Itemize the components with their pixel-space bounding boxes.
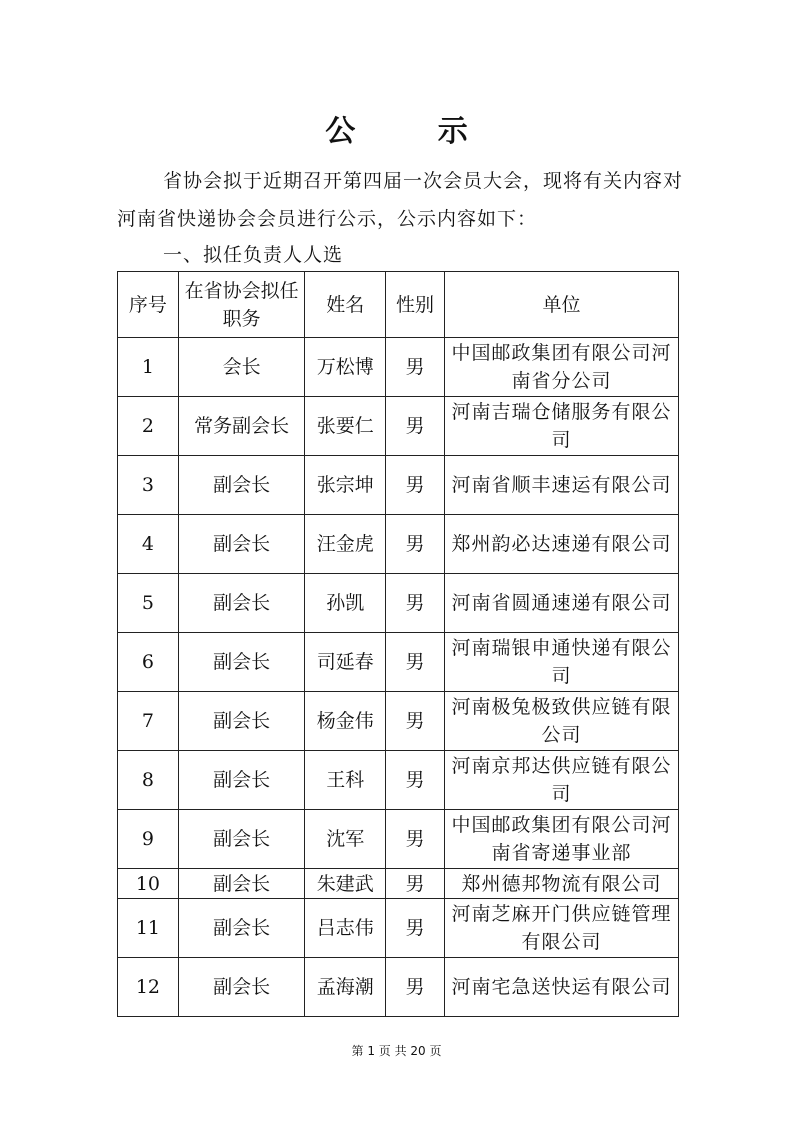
cell-name: 沈军: [305, 810, 386, 869]
cell-num: 10: [118, 869, 179, 899]
cell-unit: 河南吉瑞仓储服务有限公司: [444, 397, 678, 456]
table-row: [118, 515, 679, 574]
cell-sex: 男: [386, 515, 445, 574]
cell-sex: 男: [386, 869, 445, 899]
header-num: 序号: [118, 272, 179, 338]
candidates-table: [117, 271, 679, 1017]
cell-role: 副会长: [178, 751, 305, 810]
cell-role: 副会长: [178, 456, 305, 515]
page-footer: 第 1 页 共 20 页: [351, 1044, 442, 1058]
table-row: [118, 958, 679, 1017]
cell-role: 副会长: [178, 574, 305, 633]
cell-num: 1: [118, 338, 179, 397]
cell-sex: 男: [386, 338, 445, 397]
cell-unit: 河南京邦达供应链有限公司: [444, 751, 678, 810]
cell-role: 副会长: [178, 869, 305, 899]
table-header-row: [118, 272, 679, 338]
cell-name: 孟海潮: [305, 958, 386, 1017]
page-title: 公 示: [325, 114, 504, 149]
table-row: [118, 456, 679, 515]
cell-num: 4: [118, 515, 179, 574]
cell-name: 司延春: [305, 633, 386, 692]
cell-role: 副会长: [178, 692, 305, 751]
cell-sex: 男: [386, 633, 445, 692]
cell-unit: 河南瑞银申通快递有限公司: [444, 633, 678, 692]
cell-sex: 男: [386, 692, 445, 751]
table-row: [118, 574, 679, 633]
intro-paragraph: 省协会拟于近期召开第四届一次会员大会，现将有关内容对河南省快递协会会员进行公示，公示内容如下：: [117, 170, 684, 230]
table-row: [118, 899, 679, 958]
header-unit: 单位: [444, 272, 678, 338]
cell-unit: 河南极兔极致供应链有限公司: [444, 692, 678, 751]
cell-role: 副会长: [178, 515, 305, 574]
cell-unit: 郑州韵必达速递有限公司: [444, 515, 678, 574]
cell-unit: 郑州德邦物流有限公司: [444, 869, 678, 899]
table-row: [118, 692, 679, 751]
table-row: [118, 397, 679, 456]
cell-unit: 中国邮政集团有限公司河南省分公司: [444, 338, 678, 397]
cell-unit: 河南省顺丰速运有限公司: [444, 456, 678, 515]
cell-num: 5: [118, 574, 179, 633]
header-sex: 性别: [386, 272, 445, 338]
cell-num: 6: [118, 633, 179, 692]
cell-name: 张要仁: [305, 397, 386, 456]
cell-unit: 河南宅急送快运有限公司: [444, 958, 678, 1017]
cell-name: 孙凯: [305, 574, 386, 633]
cell-role: 副会长: [178, 958, 305, 1017]
table-row: [118, 869, 679, 899]
cell-unit: 河南芝麻开门供应链管理有限公司: [444, 899, 678, 958]
cell-name: 王科: [305, 751, 386, 810]
cell-sex: 男: [386, 810, 445, 869]
section-heading: 一、拟任负责人人选: [163, 244, 344, 266]
table-row: [118, 810, 679, 869]
cell-name: 汪金虎: [305, 515, 386, 574]
header-name: 姓名: [305, 272, 386, 338]
table-row: [118, 751, 679, 810]
cell-unit: 河南省圆通速递有限公司: [444, 574, 678, 633]
header-role: 在省协会拟任职务: [178, 272, 305, 338]
cell-role: 常务副会长: [178, 397, 305, 456]
table-row: [118, 633, 679, 692]
cell-sex: 男: [386, 397, 445, 456]
cell-num: 8: [118, 751, 179, 810]
cell-role: 副会长: [178, 899, 305, 958]
cell-num: 9: [118, 810, 179, 869]
table-row: [118, 338, 679, 397]
cell-role: 副会长: [178, 810, 305, 869]
cell-sex: 男: [386, 751, 445, 810]
cell-name: 杨金伟: [305, 692, 386, 751]
cell-num: 3: [118, 456, 179, 515]
cell-role: 副会长: [178, 633, 305, 692]
cell-sex: 男: [386, 456, 445, 515]
cell-name: 张宗坤: [305, 456, 386, 515]
cell-sex: 男: [386, 899, 445, 958]
cell-role: 会长: [178, 338, 305, 397]
cell-name: 朱建武: [305, 869, 386, 899]
cell-num: 2: [118, 397, 179, 456]
cell-unit: 中国邮政集团有限公司河南省寄递事业部: [444, 810, 678, 869]
cell-num: 12: [118, 958, 179, 1017]
cell-num: 7: [118, 692, 179, 751]
cell-num: 11: [118, 899, 179, 958]
cell-name: 万松博: [305, 338, 386, 397]
cell-sex: 男: [386, 958, 445, 1017]
cell-name: 吕志伟: [305, 899, 386, 958]
cell-sex: 男: [386, 574, 445, 633]
